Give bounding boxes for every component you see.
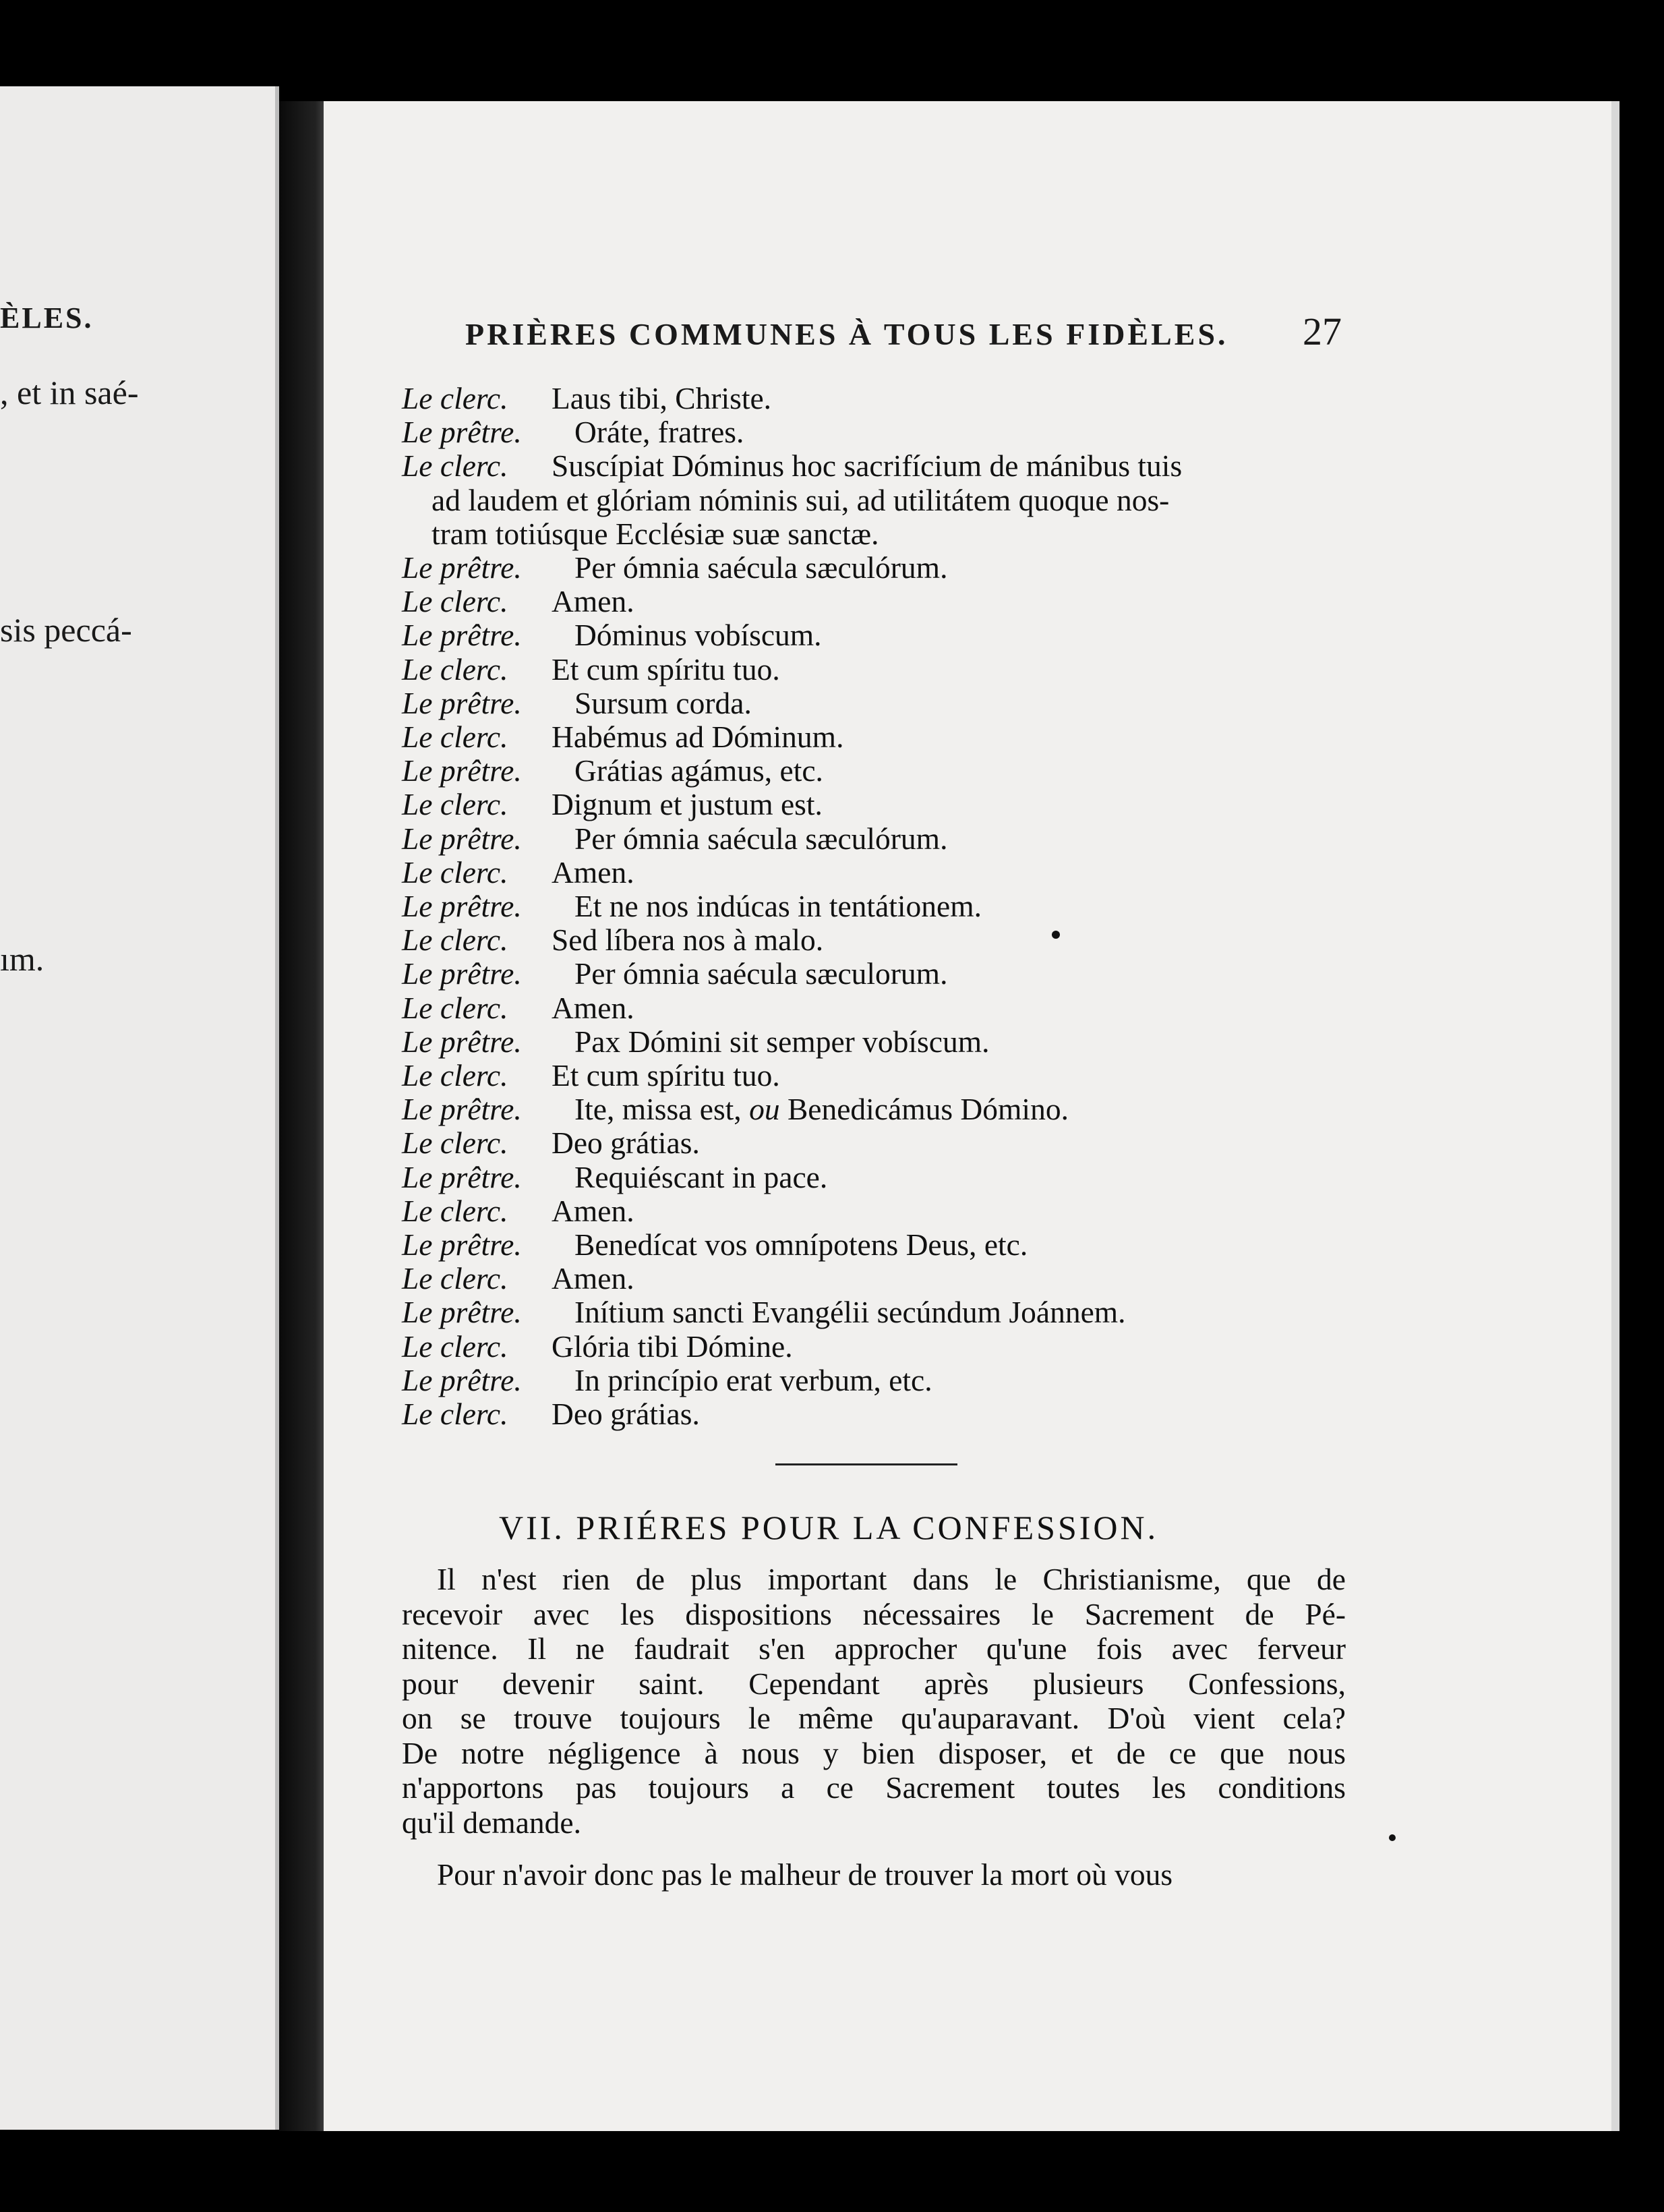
spoken-text [574,957,947,991]
speaker-label: Le clerc. [402,923,508,958]
spoken-text [552,1397,700,1431]
spoken-text-part: In princípio erat verbum, etc. [574,1362,932,1397]
spoken-text-part: Requiéscant in pace. [574,1159,828,1194]
running-head [465,309,1342,354]
spoken-text [552,1330,793,1364]
dialogue-line [402,653,1359,687]
spoken-text-part: Amen. [552,1193,634,1228]
dialogue-continuation: ad laudem et glóriam nóminis sui, ad utilitátem quoque nos- [432,482,1170,517]
spoken-text-part: Amen. [552,584,634,619]
spoken-text [574,551,947,585]
spoken-text-part: Et cum spíritu tuo. [552,651,780,687]
spoken-text-part: Et cum spíritu tuo. [552,1058,780,1093]
scan-speck [1052,931,1060,939]
speaker-label: Le clerc. [402,1329,508,1364]
spoken-text [552,923,823,957]
page-edge [1611,101,1620,2131]
speaker-label: Le prêtre. [402,1092,522,1127]
dialogue-line [402,822,1359,856]
spoken-text [552,788,823,821]
speaker-label: Le clerc. [402,584,508,619]
spoken-text-part: Pax Dómini sit semper vobíscum. [574,1024,990,1059]
dialogue-line [402,1228,1359,1262]
dialogue-line [402,415,1359,449]
speaker-label: Le prêtre. [402,550,522,585]
spoken-text-part: Laus tibi, Christe. [552,381,772,415]
speaker-label: Le clerc. [402,787,508,822]
dialogue-line [402,551,1359,585]
spoken-text [552,382,771,415]
dialogue-line [402,585,1359,618]
speaker-label: Le clerc. [402,448,508,484]
spoken-text-part: Ite, missa est, [574,1092,742,1127]
speaker-label: Le clerc. [402,1193,508,1228]
facing-page-text-fragment: ım. [0,940,44,978]
spoken-text-part: Benedícat vos omnípotens Deus, etc. [574,1227,1028,1262]
speaker-label: Le clerc. [402,381,508,415]
dialogue-line [402,856,1359,890]
spoken-text-part: Benedicámus Dómino. [787,1092,1069,1127]
dialogue-line [402,923,1359,957]
spoken-text [574,415,744,449]
spoken-text [552,856,634,890]
dialogue-line [402,1262,1359,1296]
speaker-label: Le prêtre. [402,889,522,924]
dialogue-line [402,890,1359,923]
liturgical-dialogue [402,382,1359,1431]
dialogue-line [402,618,1359,652]
dialogue-line [402,1126,1359,1160]
speaker-label: Le prêtre. [402,415,522,450]
spoken-text [552,1059,780,1093]
paragraph-line: recevoir avec les dispositions nécessaires le Sacrement de Pé- [402,1596,1346,1631]
dialogue-line [402,1059,1359,1093]
dialogue-line [402,1161,1359,1194]
page-number: 27 [1303,310,1342,353]
dialogue-line [402,754,1359,788]
speaker-label: Le prêtre. [402,1227,522,1262]
facing-page [0,86,279,2130]
body-paragraph [402,1562,1346,1840]
dialogue-line [402,1194,1359,1228]
spoken-text-part: Deo grátias. [552,1126,700,1161]
paragraph-line: De notre négligence à nous y bien disposer, et de ce que nous [402,1735,1346,1770]
dialogue-line [402,687,1359,720]
facing-page-text-fragment: , et in saé- [0,374,139,411]
spoken-text-part: Oráte, fratres. [574,415,744,450]
paragraph-line: nitence. Il ne faudrait s'en approcher qu'une fois avec ferveur [402,1631,1346,1666]
spoken-text [574,1364,932,1397]
paragraph-line: Pour n'avoir donc pas le malheur de trouver la mort où vous [437,1857,1173,1892]
dialogue-line [402,720,1359,754]
dialogue-line [402,957,1359,991]
paragraph-line: qu'il demande. [402,1805,581,1840]
spoken-text-part: Suscípiat Dóminus hoc sacrifícium de mánibus tuis [552,448,1183,484]
facing-page-text-fragment: sis peccá- [0,611,132,649]
dialogue-line [402,449,1359,483]
spoken-text [552,1126,700,1160]
spoken-text-part: Dóminus vobíscum. [574,618,822,653]
speaker-label: Le clerc. [402,651,508,687]
spoken-text-part: Amen. [552,1261,634,1296]
spoken-text [552,449,1182,483]
spoken-text-part: Glória tibi Dómine. [552,1329,793,1364]
spoken-text-part: Deo grátias. [552,1397,700,1432]
spoken-text-part: Habémus ad Dóminum. [552,720,844,755]
speaker-label: Le clerc. [402,1058,508,1093]
dialogue-line [402,991,1359,1025]
spoken-text-part: Per ómnia saécula sæculórum. [574,550,948,585]
speaker-label: Le prêtre. [402,821,522,856]
dialogue-line [402,1093,1359,1126]
spoken-text [574,890,982,923]
dialogue-line [402,1364,1359,1397]
spoken-text [574,618,822,652]
spoken-text [552,585,634,618]
speaker-label: Le prêtre. [402,1159,522,1194]
spoken-text [574,754,823,788]
spoken-text-part: Sed líbera nos à malo. [552,923,824,958]
dialogue-line [402,1330,1359,1364]
paragraph-line: pour devenir saint. Cependant après plusieurs Confessions, [402,1666,1346,1701]
dialogue-line [402,788,1359,821]
dialogue-line [402,1296,1359,1329]
section-heading: VII. PRIÉRES POUR LA CONFESSION. [499,1509,1159,1546]
speaker-label: Le prêtre. [402,956,522,991]
spoken-text [552,653,780,687]
dialogue-line [402,1397,1359,1431]
spoken-text-part: Amen. [552,990,634,1025]
dialogue-continuation: tram totiúsque Ecclésiæ suæ sanctæ. [432,516,879,551]
spoken-text-part: Et ne nos indúcas in tentátionem. [574,889,982,924]
scan-speck [1389,1834,1396,1841]
section-divider [775,1463,957,1465]
spoken-text-part: Amen. [552,854,634,890]
speaker-label: Le clerc. [402,1397,508,1432]
spoken-text [574,1093,1069,1126]
paragraph-line: on se trouve toujours le même qu'auparavant. D'où vient cela? [402,1701,1346,1735]
body-paragraph [402,1857,1346,1892]
spoken-text [574,1161,827,1194]
running-head-title: PRIÈRES COMMUNES À TOUS LES FIDÈLES. [465,317,1228,351]
paragraph-line: Il n'est rien de plus important dans le Christianisme, que de [437,1562,1346,1596]
speaker-label: Le clerc. [402,990,508,1025]
spoken-text-part: Sursum corda. [574,685,752,720]
spoken-text-part: Per ómnia saécula sæculorum. [574,956,948,991]
paragraph-line: n'apportons pas toujours a ce Sacrement toutes les conditions [402,1770,1346,1805]
spoken-text [574,1296,1126,1329]
speaker-label: Le prêtre. [402,1295,522,1330]
spoken-text [574,1228,1028,1262]
spoken-text [574,822,947,856]
spoken-text [552,720,843,754]
spoken-text [552,1262,634,1296]
dialogue-line [402,1025,1359,1059]
speaker-label: Le prêtre. [402,1024,522,1059]
facing-page-heading-fragment: ÈLES. [0,301,94,334]
spoken-text [574,1025,989,1059]
speaker-label: Le prêtre. [402,618,522,653]
spoken-text [552,991,634,1025]
spoken-text-part: Grátias agámus, etc. [574,753,823,788]
italic-conjunction: ou [749,1092,780,1127]
speaker-label: Le clerc. [402,1126,508,1161]
speaker-label: Le prêtre. [402,685,522,720]
spoken-text-part: Per ómnia saécula sæculórum. [574,821,948,856]
speaker-label: Le clerc. [402,720,508,755]
spoken-text-part: Inítium sancti Evangélii secúndum Joánnem. [574,1295,1126,1330]
speaker-label: Le clerc. [402,1261,508,1296]
spoken-text [552,1194,634,1228]
spoken-text-part: Dignum et justum est. [552,787,823,822]
speaker-label: Le clerc. [402,854,508,890]
spoken-text [574,687,752,720]
speaker-label: Le prêtre. [402,753,522,788]
dialogue-line [402,382,1359,415]
speaker-label: Le prêtre. [402,1362,522,1397]
